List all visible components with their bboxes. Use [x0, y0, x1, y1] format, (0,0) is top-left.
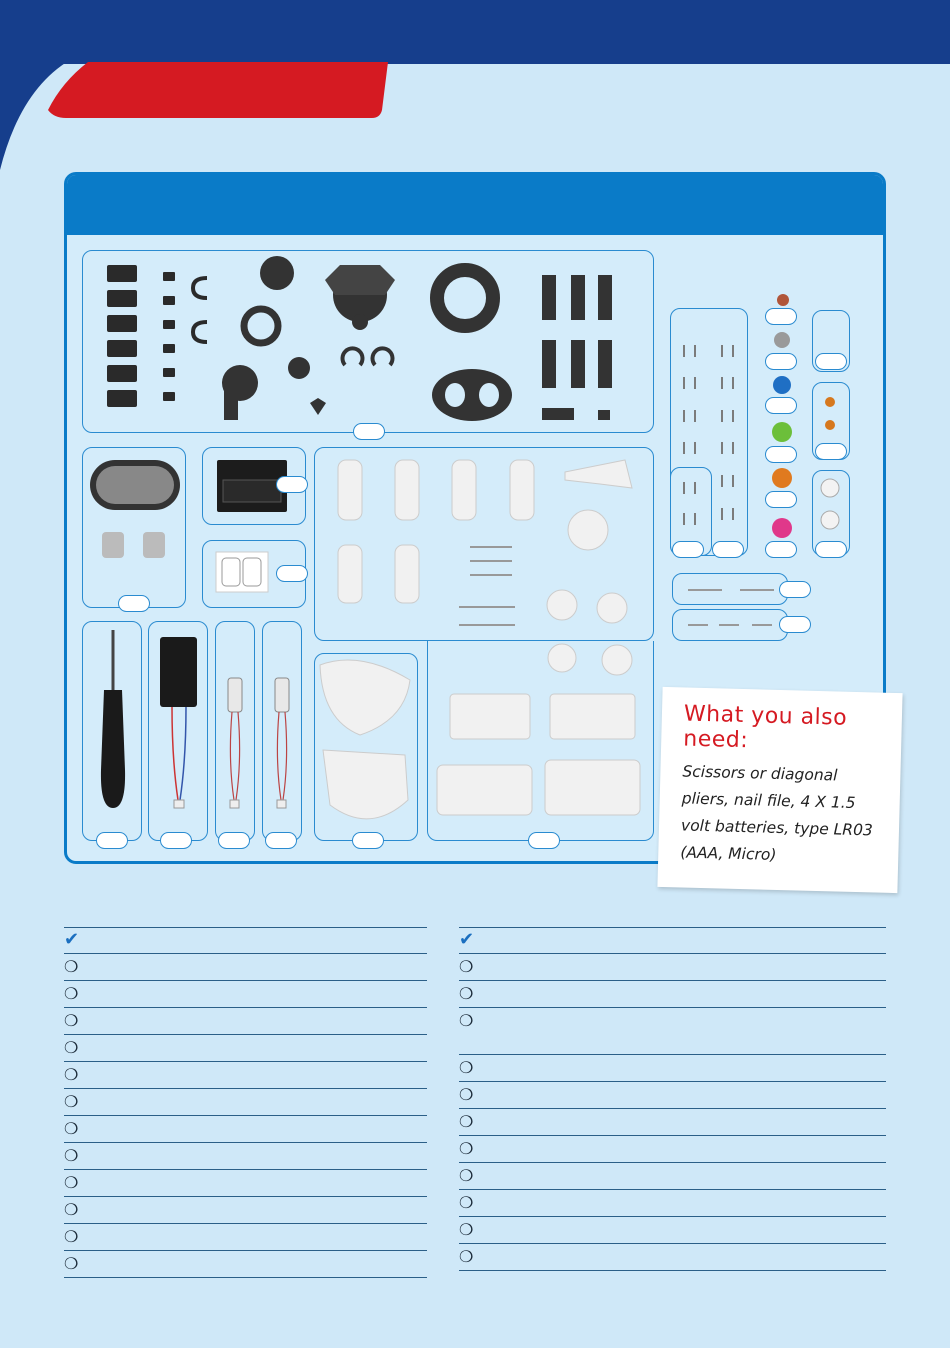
checkbox-circle-icon[interactable]: ❍	[459, 1011, 474, 1030]
part-number-badge	[265, 832, 297, 849]
checklist-row	[64, 981, 427, 1008]
checklist-right	[459, 927, 886, 1271]
checklist-row	[459, 1008, 886, 1055]
checklist-row	[64, 1062, 427, 1089]
checklist-row	[64, 1170, 427, 1197]
part-number-badge	[96, 832, 128, 849]
checkbox-circle-icon[interactable]: ❍	[459, 984, 474, 1003]
clips	[193, 278, 207, 342]
orange-pulley	[772, 468, 792, 488]
screws	[684, 345, 733, 525]
checkbox-circle-icon[interactable]: ❍	[64, 1092, 79, 1111]
checklist-row	[64, 1116, 427, 1143]
shafts	[688, 590, 774, 625]
note-body: Scissors or diagonal pliers, nail file, 4 X 1.5 volt batteries, type LR03 (AAA, Micro)	[680, 762, 874, 864]
checkmark-icon[interactable]: ✔	[459, 929, 475, 950]
checkbox-circle-icon[interactable]: ❍	[64, 1065, 79, 1084]
checklist-left	[64, 927, 427, 1278]
checklist-row	[64, 1035, 427, 1062]
part-number-badge	[765, 491, 797, 508]
battery-holder	[160, 637, 197, 808]
part-number-badge	[765, 308, 797, 325]
checkbox-circle-icon[interactable]: ❍	[459, 1112, 474, 1131]
part-number-badge	[765, 446, 797, 463]
checkbox-circle-icon[interactable]: ❍	[64, 1227, 79, 1246]
checkbox-circle-icon[interactable]: ❍	[64, 1173, 79, 1192]
part-number-badge	[352, 832, 384, 849]
checklist-row	[459, 981, 886, 1008]
checklist-row	[459, 1055, 886, 1082]
checklist-row	[459, 1163, 886, 1190]
checkbox-circle-icon[interactable]: ❍	[64, 1119, 79, 1138]
checklist-row	[459, 954, 886, 981]
checkbox-circle-icon[interactable]: ❍	[64, 1254, 79, 1273]
green-pulley	[772, 422, 792, 442]
checkmark-icon[interactable]: ✔	[64, 929, 80, 950]
checkbox-circle-icon[interactable]: ❍	[64, 1146, 79, 1165]
part-number-badge	[765, 397, 797, 414]
checkbox-circle-icon[interactable]: ❍	[64, 1038, 79, 1057]
checkbox-circle-icon[interactable]: ❍	[459, 1220, 474, 1239]
grey-pulley	[774, 332, 790, 348]
checkbox-circle-icon[interactable]: ❍	[459, 1166, 474, 1185]
note-title: What you also need:	[682, 701, 848, 754]
checklist-row	[64, 1143, 427, 1170]
part-number-badge	[118, 595, 150, 612]
checkbox-circle-icon[interactable]: ❍	[459, 1139, 474, 1158]
screwdriver	[101, 630, 125, 808]
pink-pulley	[772, 518, 792, 538]
sticker-sheet	[216, 552, 268, 592]
part-number-badge	[779, 581, 811, 598]
checkbox-circle-icon[interactable]: ❍	[64, 1200, 79, 1219]
checklist-row	[459, 1217, 886, 1244]
checklist-row	[64, 1224, 427, 1251]
part-number-badge	[672, 541, 704, 558]
checklist-row	[459, 1082, 886, 1109]
part-number-badge	[815, 541, 847, 558]
checkbox-circle-icon[interactable]: ❍	[64, 1011, 79, 1030]
checklist-row	[64, 927, 427, 954]
checkbox-circle-icon[interactable]: ❍	[459, 1193, 474, 1212]
part-number-badge	[779, 616, 811, 633]
part-number-badge	[276, 565, 308, 582]
checkbox-circle-icon[interactable]: ❍	[459, 1247, 474, 1266]
dark-brackets	[107, 265, 175, 407]
part-number-badge	[528, 832, 560, 849]
battery-cover	[90, 460, 180, 558]
part-number-badge	[353, 423, 385, 440]
blue-pulley	[773, 376, 791, 394]
part-number-badge	[160, 832, 192, 849]
round-dark-parts	[222, 256, 512, 421]
part-number-badge	[218, 832, 250, 849]
checklist-row	[459, 927, 886, 954]
checkbox-circle-icon[interactable]: ❍	[64, 984, 79, 1003]
part-number-badge	[815, 353, 847, 370]
part-number-badge	[765, 353, 797, 370]
part-number-badge	[276, 476, 308, 493]
checklist-row	[459, 1244, 886, 1271]
checkbox-circle-icon[interactable]: ❍	[64, 957, 79, 976]
part-number-badge	[815, 443, 847, 460]
part-number-badge	[712, 541, 744, 558]
checkbox-circle-icon[interactable]: ❍	[459, 957, 474, 976]
checkbox-circle-icon[interactable]: ❍	[459, 1058, 474, 1077]
motors	[228, 678, 289, 808]
white-legs	[320, 460, 640, 819]
part-number-badge	[765, 541, 797, 558]
checklist-row	[64, 1197, 427, 1224]
checklist-row	[459, 1109, 886, 1136]
additional-items-note	[657, 687, 902, 893]
checklist-row	[64, 1251, 427, 1278]
checklist-row	[64, 1008, 427, 1035]
checklist-row	[64, 954, 427, 981]
checklist-row	[459, 1190, 886, 1217]
dark-arms	[542, 275, 612, 420]
small-rods	[459, 547, 515, 625]
checkbox-circle-icon[interactable]: ❍	[459, 1085, 474, 1104]
checklist-row	[459, 1136, 886, 1163]
checklist-row	[64, 1089, 427, 1116]
